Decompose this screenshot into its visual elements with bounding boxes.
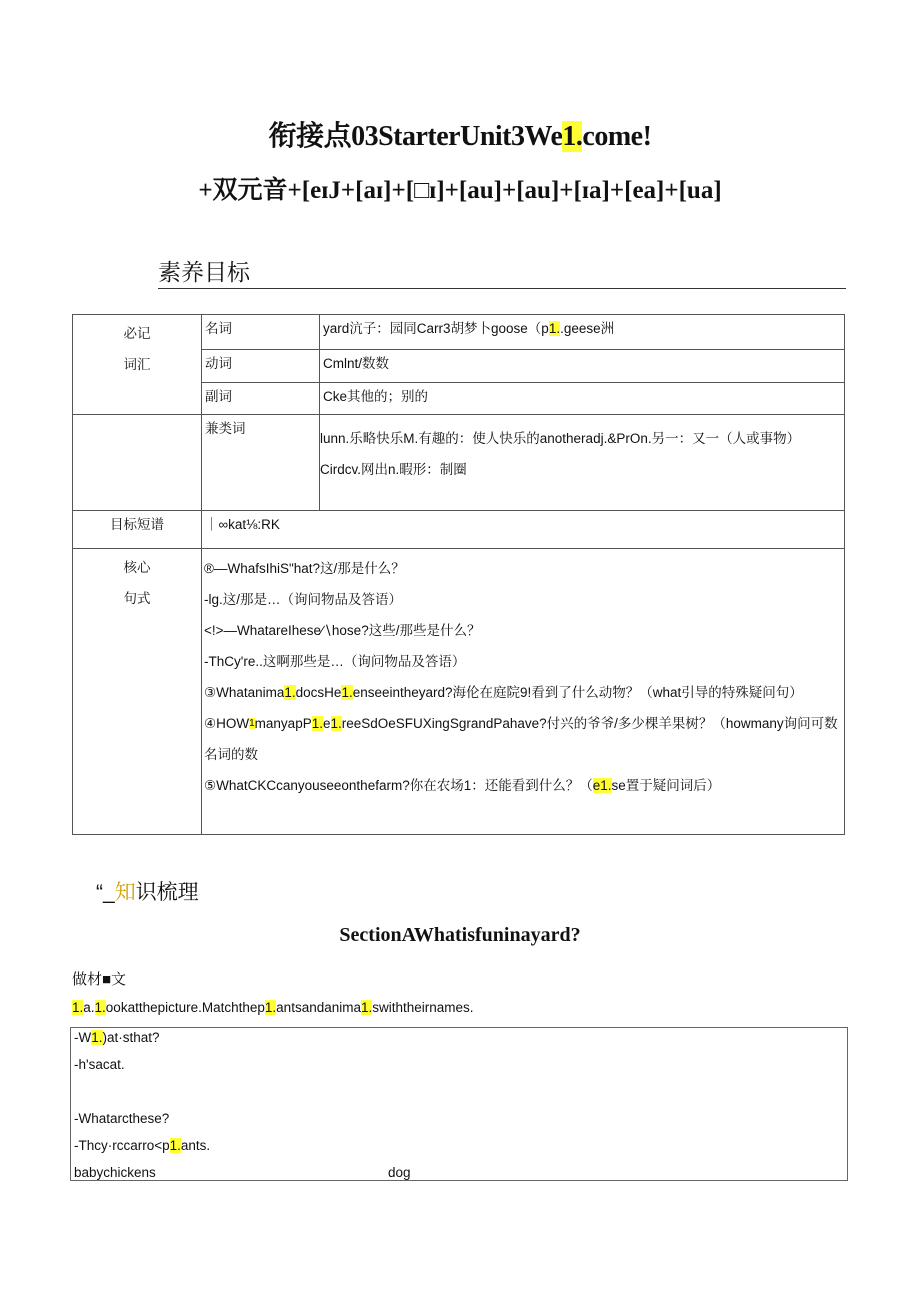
sentence-5: ③Whatanima1.docsHe1.enseeintheyard?海伦在庭院9!看到了什么动物？（what引导的特殊疑问句）: [204, 685, 803, 700]
highlight-mark: 1.: [169, 1138, 181, 1153]
heading-divider: [158, 288, 846, 289]
phrase-label: 目标短谱: [110, 517, 164, 532]
sentence-6: ④HOW$^1$manyapP1.e1.reeSdOeSFUXingSgrandPahave?付兴的爷爷/多少棵羊果树？（howmany询问可数名词的数: [204, 716, 838, 762]
sentence-2: -lg.这/那是…（询问物品及答语）: [204, 592, 403, 607]
core-label-2: 句式: [123, 591, 151, 606]
verb-text: Cmlnt/数数: [323, 356, 390, 371]
noun-cell: [320, 315, 845, 350]
highlight-mark: 1.: [330, 716, 342, 731]
vocab-label-1: 必记: [123, 326, 151, 341]
misc-empty-cell: [73, 415, 202, 511]
phrase-text: ｜∞kat⅛:RK: [205, 517, 280, 532]
knowledge-heading: “_知识梳理: [96, 881, 199, 904]
highlight-mark: 1: [249, 718, 255, 729]
adv-cell: [320, 383, 845, 415]
highlight-mark: e1.: [592, 778, 612, 793]
sentence-1: ®—WhafsIhiS"hat?这/那是什么？: [204, 561, 405, 576]
adv-label-cell: [202, 383, 320, 415]
page-title: 衔接点03StarterUnit3We1.come!: [268, 121, 652, 152]
misc-text: lunn.乐略快乐M.有趣的：使人快乐的anotheradj.&PrOn.另一：又一（人或事物）Cirdcv.网出n.暇形：制圈: [320, 431, 801, 477]
highlight-mark: 1.: [311, 716, 323, 731]
vocab-label-2: 词汇: [123, 357, 151, 372]
goals-heading: 素养目标: [158, 259, 250, 285]
highlight-mark: 1.: [341, 685, 353, 700]
highlight-mark: 1.: [284, 685, 296, 700]
exercise-instruction: 1.a.1.ookatthepicture.Matchthep1.antsandanima1.swiththeirnames.: [72, 1000, 474, 1015]
phrase-label-cell: [73, 511, 202, 549]
highlight-mark: 1.: [562, 121, 583, 152]
highlight-mark: 1.: [548, 321, 561, 336]
sentence-7: ⑤WhatCKCcanyouseeonthefarm?你在农场1：还能看到什么？（e1.se置于疑问词后）: [204, 778, 721, 793]
dialogue-line-2: -h'sacat.: [74, 1057, 125, 1072]
misc-cell: [320, 415, 845, 511]
sentence-3: <!>—WhatareIhese∕∖hose?这些/那些是什么？: [204, 623, 481, 638]
verb-label: 动词: [205, 356, 232, 371]
highlight-mark: 1.: [264, 1000, 277, 1015]
phonetics-subtitle: +双元音+[eɪJ+[aɪ]+[□ɪ]+[au]+[au]+[ɪa]+[ea]+[ua]: [198, 177, 722, 204]
phrase-cell: [202, 511, 845, 549]
match-item-dog: dog: [388, 1165, 411, 1180]
sub-heading: 做材■文: [72, 971, 127, 988]
dialogue-line-4: -Thcy·rccarro<p1.ants.: [74, 1138, 211, 1153]
noun-text: yard沆子：园同Carr3胡梦卜goose（p1..geese洲: [323, 321, 615, 336]
highlight-mark: 1.: [360, 1000, 373, 1015]
highlight-mark: 1.: [94, 1000, 106, 1015]
dialogue-line-1: -W1.)at·sthat?: [74, 1030, 160, 1045]
sentence-4: -ThCy're..这啊那些是…（询问物品及答语）: [204, 654, 466, 669]
core-label-1: 核心: [123, 560, 151, 575]
highlight-mark: 1.: [91, 1030, 103, 1045]
adv-text: Cke其他的；别的: [323, 389, 429, 404]
section-title: SectionAWhatisfuninayard?: [339, 924, 581, 946]
misc-label-cell: [202, 415, 320, 511]
dialogue-box: [70, 1027, 848, 1181]
noun-label: 名词: [205, 321, 232, 336]
verb-label-cell: [202, 350, 320, 383]
adv-label: 副词: [205, 389, 232, 404]
core-label-cell: [73, 549, 202, 835]
match-item-baby-chickens: babychickens: [74, 1165, 156, 1180]
dialogue-line-3: -Whatarcthese?: [74, 1111, 170, 1126]
vocab-label-cell: [73, 315, 202, 415]
highlight-mark: 1.: [72, 1000, 84, 1015]
core-sentences-cell: [202, 549, 845, 835]
goals-table: [72, 314, 845, 835]
misc-label: 兼类词: [205, 421, 246, 436]
noun-label-cell: [202, 315, 320, 350]
verb-cell: [320, 350, 845, 383]
